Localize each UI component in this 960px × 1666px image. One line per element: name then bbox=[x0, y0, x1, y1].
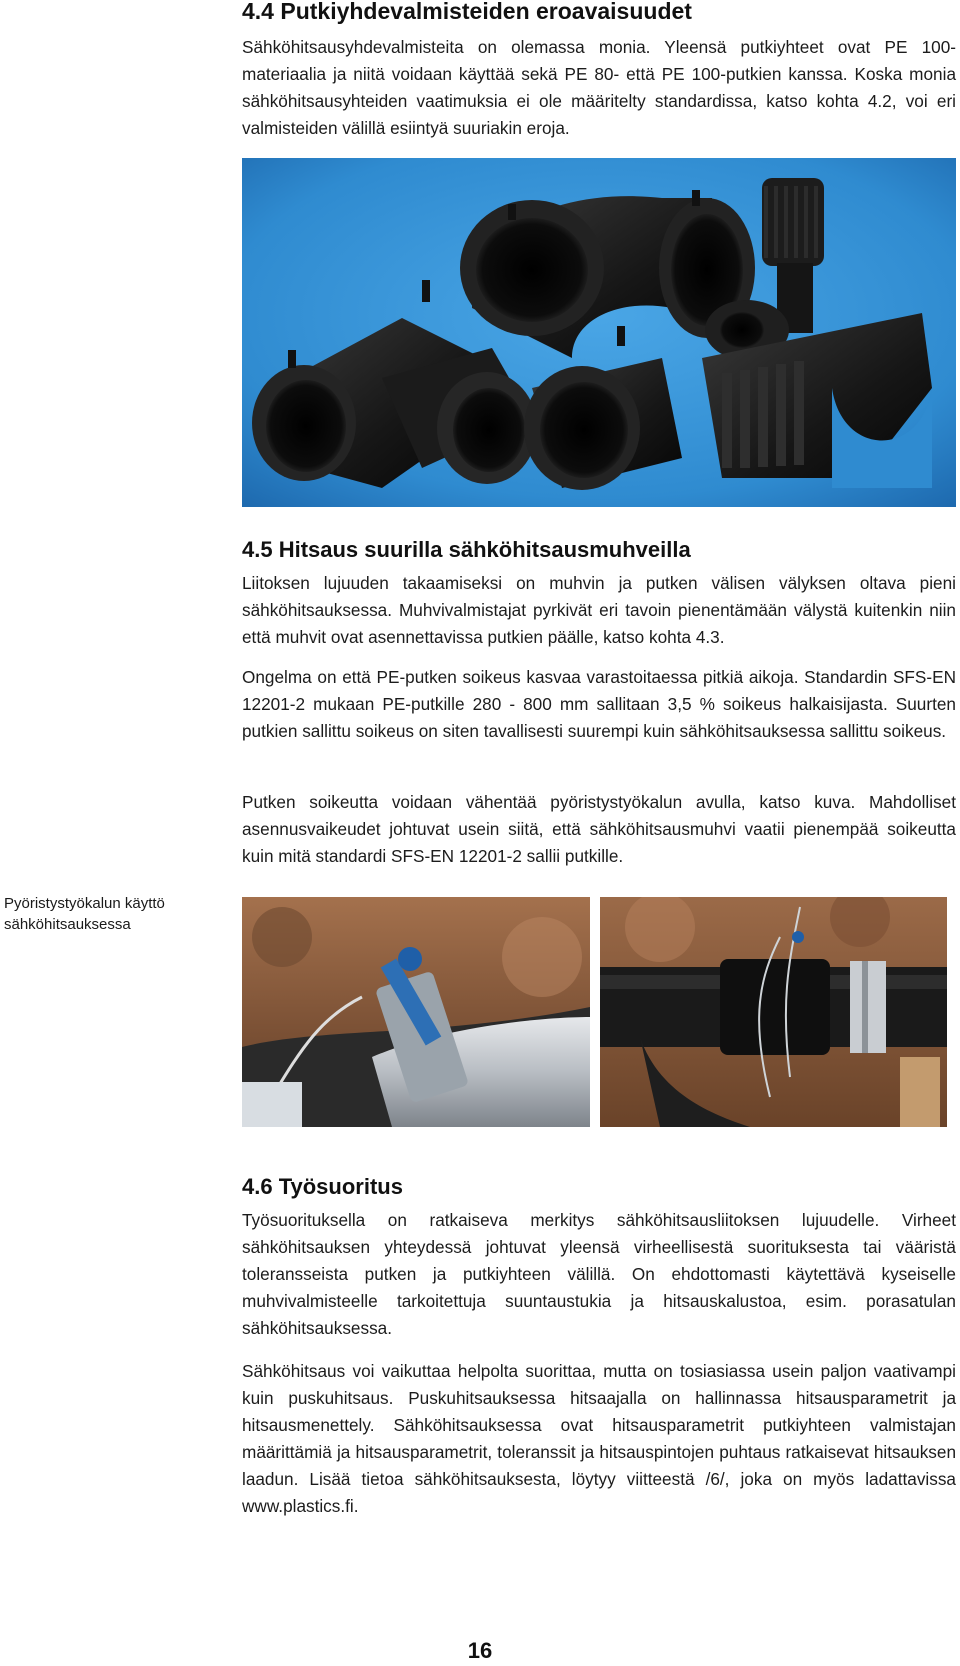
section-4-5-paragraph-2: Ongelma on että PE-putken soikeus kasvaa varastoitaessa pitkiä aikoja. Standardin SFS-EN 12201-2 mukaan PE-putkille 280 - 800 mm sallitaan 3,5 % soikeus halkaisijasta. Suurten putkien sallittu soikeus on siten tavallisesti suurempi kuin sähköhitsauksessa sallittu soikeus. bbox=[242, 667, 956, 741]
section-4-4-paragraph: Sähköhitsausyhdevalmisteita on olemassa monia. Yleensä putkiyhteet ovat PE 100-materiaalia ja niitä voidaan käyttää sekä PE 80- että PE 100-putkien kanssa. Koska monia sähköhitsausyhteiden vaatimuksia ei ole määritelty standardissa, katso kohta 4.2, voi eri valmisteiden välillä esiintyä suuriakin eroja. bbox=[242, 37, 956, 138]
photo-caption: Pyöristystyökalun käyttö sähköhitsauksessa bbox=[4, 895, 165, 933]
electrofusion-fittings-photo bbox=[242, 158, 956, 507]
section-4-5-paragraph-1: Liitoksen lujuuden takaamiseksi on muhvin ja putken välisen välyksen oltava pieni sähköhitsauksessa. Muhvivalmistajat pyrkivät eri tavoin pienentämään välystä kuitenkin niin että muhvit ovat asennettavissa putkien päälle, katso kohta 4.3. bbox=[242, 573, 956, 647]
section-4-4-title: 4.4 Putkiyhdevalmisteiden eroavaisuudet bbox=[242, 0, 692, 24]
section-4-6-title: 4.6 Työsuoritus bbox=[242, 1174, 403, 1199]
section-4-5-title: 4.5 Hitsaus suurilla sähköhitsausmuhveilla bbox=[242, 537, 691, 562]
rounding-tool-photo-2 bbox=[600, 897, 947, 1127]
rounding-tool-photo-1 bbox=[242, 897, 590, 1127]
section-4-5-paragraph-3: Putken soikeutta voidaan vähentää pyöristystyökalun avulla, katso kuva. Mahdolliset asennusvaikeudet johtuvat usein siitä, että sähköhitsausmuhvi vaatii pienempää soikeutta kuin mitä standardi SFS-EN 12201-2 sallii putkille. bbox=[242, 792, 956, 866]
page-number: 16 bbox=[467, 1638, 493, 1663]
section-4-6-paragraph-2: Sähköhitsaus voi vaikuttaa helpolta suorittaa, mutta on tosiasiassa usein paljon vaativampi kuin puskuhitsaus. Puskuhitsauksessa hitsaajalla on hallinnassa hitsausparametrit ja hitsausmenettely. Sähköhitsauksessa ovat hitsausparametrit putkiyhteen valmistajan määrittämiä ja hitsausparametrit, toleranssit ja hitsauspintojen puhtaus ratkaisevat hitsauksen laadun. Lisää tietoa sähköhitsauksesta, löytyy viitteestä /6/, joka on myös ladattavissa www.plastics.fi. bbox=[242, 1361, 956, 1516]
section-4-6-paragraph-1: Työsuorituksella on ratkaiseva merkitys sähköhitsausliitoksen lujuudelle. Virheet sähköhitsauksen yhteydessä johtuvat yleensä virheellisestä suorituksesta tai vääristä toleransseista putken ja putkiyhteen välillä. On ehdottomasti käytettävä kyseiselle muhvivalmisteelle tarkoitettuja suuntaustukia ja hitsauskalustoa, esim. porasatulan sähköhitsauksessa. bbox=[242, 1210, 956, 1338]
